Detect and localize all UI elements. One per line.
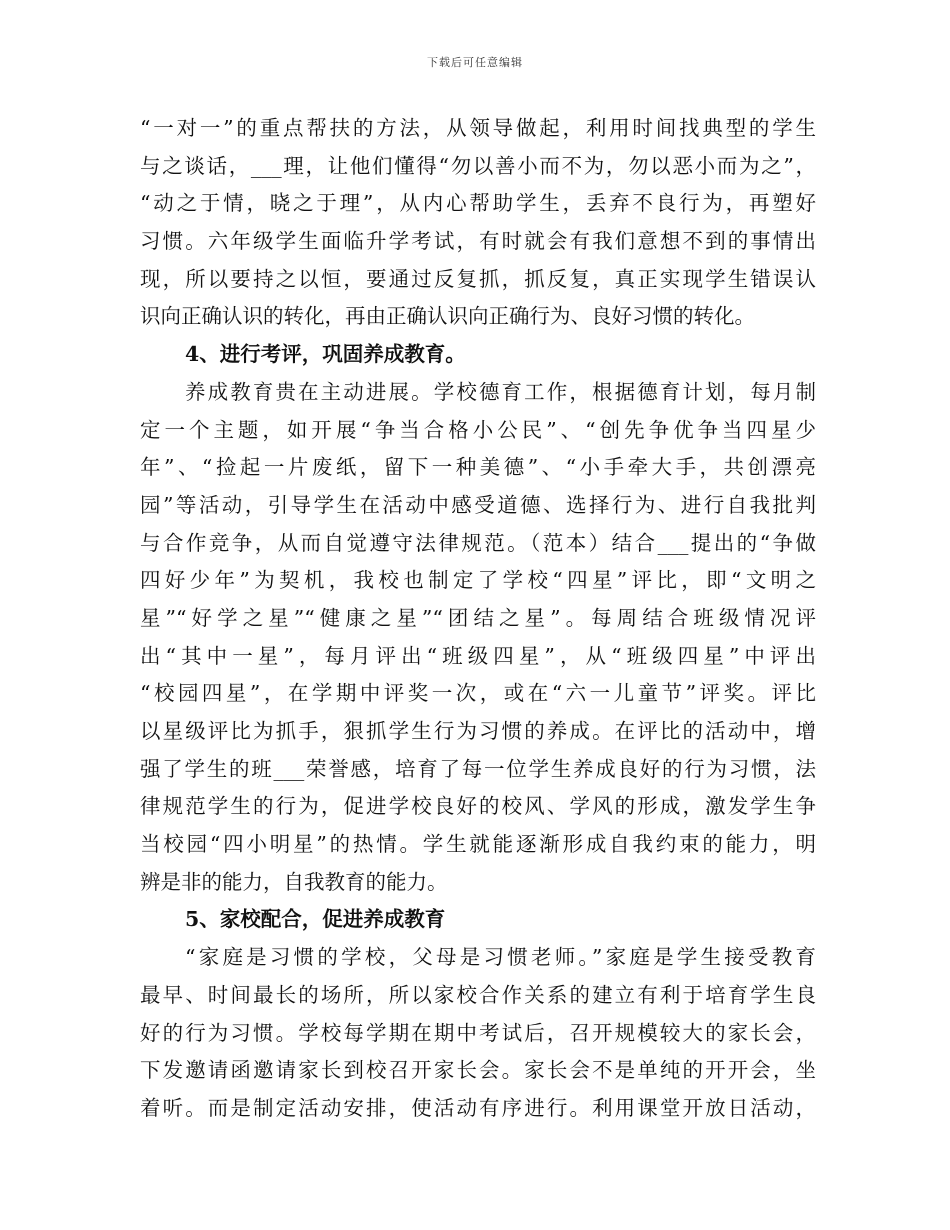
text-line: 现，所以要持之以恒，要通过反复抓，抓反复，真正实现学生错误认 [140, 266, 816, 291]
document-body [140, 110, 816, 1128]
text-line: 识向正确认识的转化，再由正确认识向正确行为、良好习惯的转化。 [140, 304, 755, 329]
text-line: 以星级评比为抓手，狠抓学生行为习惯的养成。在评比的活动中，增 [140, 719, 816, 743]
text-line: 四好少年”为契机，我校也制定了学校“四星”评比，即“文明之 [140, 568, 816, 593]
text-line: 园”等活动，引导学生在活动中感受道德、选择行为、进行自我批判 [140, 492, 816, 517]
section-heading: 4、进行考评，巩固养成教育。 [185, 342, 466, 367]
text-line: 律规范学生的行为，促进学校良好的校风、学风的形成，激发学生争 [140, 794, 816, 819]
text-line: 辨是非的能力，自我教育的能力。 [140, 869, 448, 894]
text-line: 出“其中一星”，每月评出“班级四星”，从“班级四星”中评出 [140, 643, 816, 668]
text-line: 强了学生的班___荣誉感，培育了每一位学生养成良好的行为习惯，法 [140, 756, 816, 781]
text-line: 着听。而是制定活动安排，使活动有序进行。利用课堂开放日活动， [140, 1095, 816, 1120]
text-line: 好的行为习惯。学校每学期在期中考试后，召开规模较大的家长会， [140, 1020, 816, 1045]
text-line: 与合作竞争，从而自觉遵守法律规范。（范本）结合___提出的“争做 [140, 530, 816, 555]
section-heading: 5、家校配合，促进养成教育 [185, 907, 446, 932]
text-line: 下发邀请函邀请家长到校召开家长会。家长会不是单纯的开开会，坐 [140, 1058, 816, 1083]
text-line: 与之谈话，___理，让他们懂得“勿以善小而不为，勿以恶小而为之”， [140, 153, 816, 178]
text-line: 定一个主题，如开展“争当合格小公民”、“创先争优争当四星少 [140, 417, 816, 442]
text-line: 习惯。六年级学生面临升学考试，有时就会有我们意想不到的事情出 [140, 229, 816, 254]
text-line: 星”“好学之星”“健康之星”“团结之星”。每周结合班级情况评 [140, 605, 816, 630]
text-line: “动之于情，晓之于理”，从内心帮助学生，丢弃不良行为，再塑好 [140, 191, 816, 216]
page-header: 下载后可任意编辑 [427, 56, 523, 69]
text-line: 养成教育贵在主动进展。学校德育工作，根据德育计划，每月制 [185, 379, 816, 404]
text-line: “校园四星”，在学期中评奖一次，或在“六一儿童节”评奖。评比 [140, 681, 816, 706]
text-line: “一对一”的重点帮扶的方法，从领导做起，利用时间找典型的学生 [140, 116, 816, 140]
text-line: “家庭是习惯的学校，父母是习惯老师。”家庭是学生接受教育 [185, 945, 816, 970]
text-line: 最早、时间最长的场所，所以家校合作关系的建立有利于培育学生良 [140, 982, 816, 1007]
text-line: 年”、“捡起一片废纸，留下一种美德”、“小手牵大手，共创漂亮 [140, 455, 816, 480]
text-line: 当校园“四小明星”的热情。学生就能逐渐形成自我约束的能力，明 [140, 832, 816, 857]
